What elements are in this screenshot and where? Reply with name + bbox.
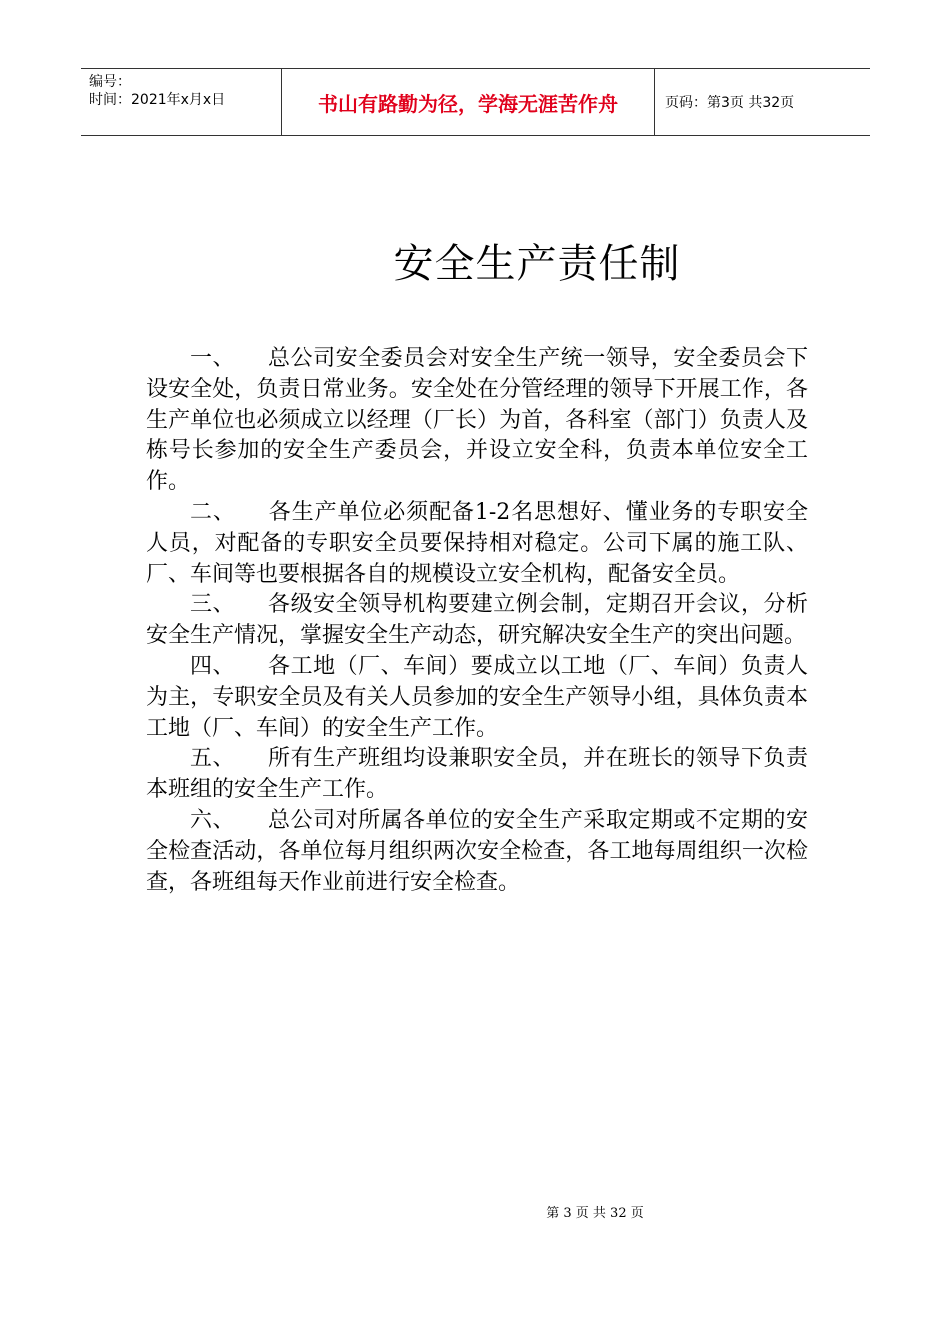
paragraph-text: 所有生产班组均设兼职安全员，并在班长的领导下负责本班组的安全生产工作。 (146, 746, 808, 803)
paragraph (146, 344, 808, 498)
paragraph-number: 五、 (190, 746, 236, 772)
date-label: 时间：2021年x月x日 (89, 92, 226, 108)
header-page-label: 页码：第3页 共32页 (665, 95, 795, 111)
header-motto: 书山有路勤为径，学海无涯苦作舟 (282, 69, 655, 135)
page-footer: 第 3 页 共 32 页 (546, 1206, 644, 1221)
paragraph (146, 590, 808, 652)
document-body (146, 344, 808, 898)
paragraph-number: 六、 (190, 807, 236, 833)
page-header (81, 68, 870, 136)
paragraph-number: 四、 (190, 653, 236, 679)
paragraph (146, 744, 808, 806)
paragraph (146, 806, 808, 898)
document-title: 安全生产责任制 (393, 241, 681, 287)
paragraph (146, 498, 808, 590)
paragraph-number: 三、 (190, 592, 236, 618)
number-label: 编号： (89, 74, 131, 90)
paragraph-text: 各生产单位必须配备1-2名思想好、懂业务的专职安全人员，对配备的专职安全员要保持相对稳定。公司下属的施工队、厂、车间等也要根据各自的规模设立安全机构，配备安全员。 (146, 499, 808, 587)
paragraph-number: 一、 (190, 346, 236, 371)
header-meta (81, 69, 282, 135)
paragraph-text: 各级安全领导机构要建立例会制，定期召开会议，分析安全生产情况，掌握安全生产动态，研究解决安全生产的突出问题。 (146, 592, 808, 649)
paragraph-text: 总公司对所属各单位的安全生产采取定期或不定期的安全检查活动，各单位每月组织两次安全检查，各工地每周组织一次检查，各班组每天作业前进行安全检查。 (146, 807, 808, 895)
paragraph-text: 总公司安全委员会对安全生产统一领导，安全委员会下设安全处，负责日常业务。安全处在分管经理的领导下开展工作，各生产单位也必须成立以经理（厂长）为首，各科室（部门）负责人及栋号长参加的安全生产委员会，并设立安全科，负责本单位安全工作。 (146, 346, 808, 495)
paragraph-text: 各工地（厂、车间）要成立以工地（厂、车间）负责人为主，专职安全员及有关人员参加的安全生产领导小组，具体负责本工地（厂、车间）的安全生产工作。 (146, 653, 808, 741)
paragraph (146, 652, 808, 744)
paragraph-number: 二、 (190, 499, 236, 525)
